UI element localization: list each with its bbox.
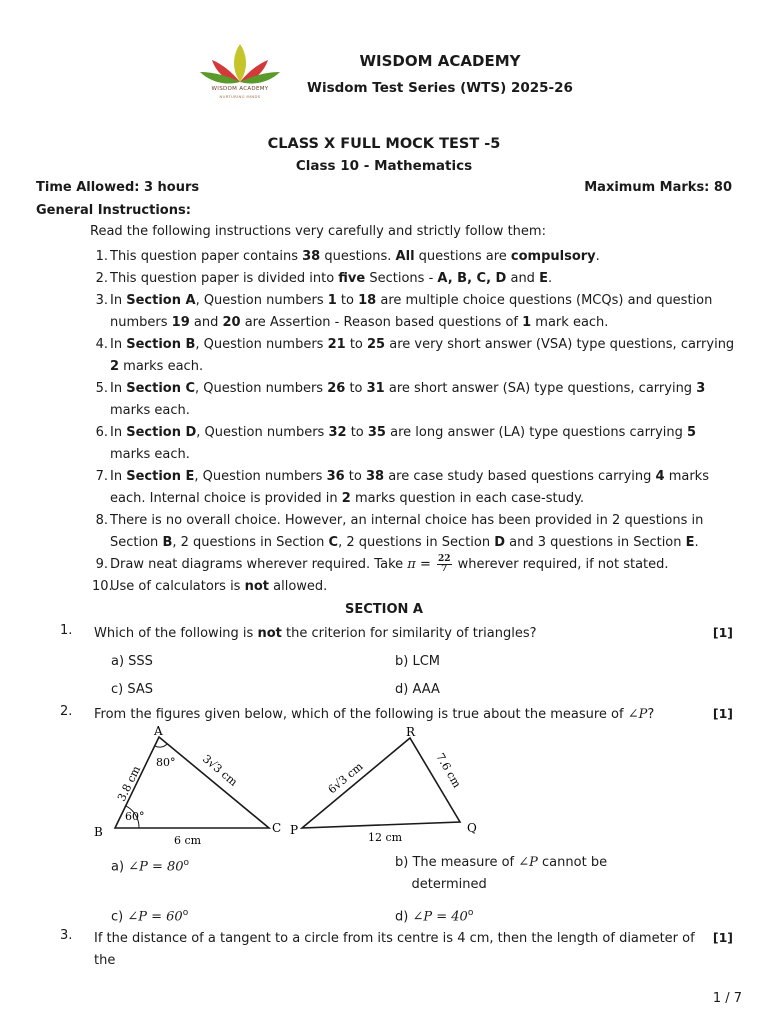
question-marks: [1]	[712, 706, 733, 721]
instructions-heading: General Instructions:	[36, 203, 191, 218]
instruction-item: 6. In Section D, Question numbers 32 to 35 are long answer (LA) type questions carrying 5 marks each.	[95, 425, 697, 462]
time-allowed: Time Allowed: 3 hours	[36, 180, 200, 195]
side-ac-label: 3√3 cm	[200, 752, 240, 789]
vertex-r: R	[406, 725, 416, 739]
triangles-figure	[92, 724, 492, 848]
angle-a-label: 80°	[156, 756, 176, 769]
subject-title: Class 10 - Mathematics	[295, 158, 473, 174]
side-ab-label: 3.8 cm	[115, 763, 144, 804]
option-d[interactable]: d) AAA	[395, 682, 440, 697]
instruction-item: 10. Use of calculators is not allowed.	[92, 579, 328, 594]
vertex-c: C	[272, 821, 282, 835]
triangle-pqr	[302, 738, 460, 828]
angle-b-label: 60°	[125, 810, 145, 823]
option-d[interactable]: d) ∠P = $40^o$	[395, 908, 474, 925]
instructions-intro: Read the following instructions very carefully and strictly follow them:	[90, 224, 546, 239]
test-series: Wisdom Test Series (WTS) 2025-26	[307, 80, 573, 96]
section-a-heading: SECTION A	[344, 602, 423, 617]
logo-text: WISDOM ACADEMY	[211, 86, 269, 92]
instruction-item: 8. There is no overall choice. However, an internal choice has been provided in 2 questions in Section B, 2 questions in Section C, 2 questions in Section D and 3 questions in Section E.	[95, 513, 704, 550]
vertex-q: Q	[467, 821, 477, 835]
vertex-a: A	[154, 724, 163, 738]
lotus-logo	[198, 42, 282, 102]
side-pq-label: 12 cm	[368, 831, 403, 844]
question-text: If the distance of a tangent to a circle from its centre is 4 cm, then the length of diameter of the	[94, 931, 695, 968]
vertex-p: P	[290, 823, 299, 837]
vertex-b: B	[94, 825, 103, 839]
question-marks: [1]	[712, 625, 733, 640]
option-c[interactable]: c) ∠P = $60^o$	[111, 908, 189, 925]
question-number: 2.	[60, 704, 73, 719]
option-a[interactable]: a) SSS	[111, 654, 153, 669]
option-a[interactable]: a) ∠P = $80^o$	[111, 858, 190, 875]
option-b[interactable]: b) LCM	[395, 654, 440, 669]
instruction-item: 7. In Section E, Question numbers 36 to 38 are case study based questions carrying 4 marks each. Internal choice is provided in 2 marks question in each case-study.	[95, 469, 709, 506]
option-c[interactable]: c) SAS	[111, 682, 153, 697]
logo-tagline: NURTURING MINDS	[219, 94, 261, 99]
question-number: 3.	[60, 928, 73, 943]
instruction-item: 9. Draw neat diagrams wherever required. Take π = $\frac{22}{7}$ wherever required, if not stated.	[95, 554, 669, 574]
side-bc-label: 6 cm	[174, 834, 202, 847]
side-qr-label: 7.6 cm	[433, 751, 464, 791]
instruction-item: 3. In Section A, Question numbers 1 to 18 are multiple choice questions (MCQs) and question numbers 19 and 20 are Assertion - Reason based questions of 1 mark each.	[95, 293, 713, 330]
instruction-item: 1. This question paper contains 38 questions. All questions are compulsory.	[95, 249, 600, 264]
academy-name: WISDOM ACADEMY	[359, 52, 521, 70]
question-text: Which of the following is not the criterion for similarity of triangles?	[94, 626, 537, 641]
option-b[interactable]: b) The measure of ∠P cannot be determined	[395, 855, 608, 892]
question-number: 1.	[60, 623, 73, 638]
instruction-item: 4. In Section B, Question numbers 21 to 25 are very short answer (VSA) type questions, carrying 2 marks each.	[95, 337, 735, 374]
side-pr-label: 6√3 cm	[325, 759, 366, 797]
page-number: 1 / 7	[712, 991, 742, 1006]
page-title: CLASS X FULL MOCK TEST -5	[267, 136, 501, 152]
question-marks: [1]	[712, 930, 733, 945]
instruction-item: 2. This question paper is divided into five Sections - A, B, C, D and E.	[95, 271, 553, 286]
instruction-item: 5. In Section C, Question numbers 26 to 31 are short answer (SA) type questions, carrying 3 marks each.	[95, 381, 706, 418]
question-text: From the figures given below, which of the following is true about the measure of ∠P?	[94, 707, 655, 722]
maximum-marks: Maximum Marks: 80	[584, 180, 732, 195]
